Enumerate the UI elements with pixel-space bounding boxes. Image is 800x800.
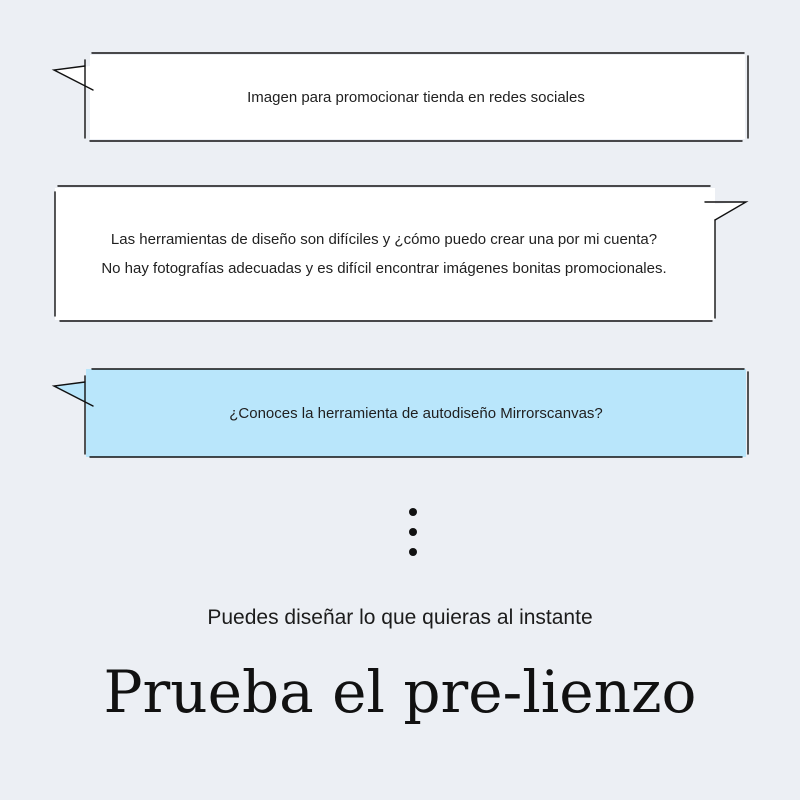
ellipsis-dot bbox=[409, 508, 417, 516]
bubble-line: Imagen para promocionar tienda en redes sociales bbox=[247, 89, 585, 106]
speech-bubble-text bbox=[88, 50, 744, 145]
speech-bubble-design-difficulty bbox=[52, 184, 750, 324]
speech-bubble-store-promo bbox=[52, 50, 750, 145]
ellipsis-dot bbox=[409, 528, 417, 536]
bubble-line: ¿Conoces la herramienta de autodiseño Mirrorscanvas? bbox=[229, 405, 603, 422]
subtitle: Puedes diseñar lo que quieras al instante bbox=[207, 606, 593, 629]
speech-bubble-text bbox=[56, 184, 712, 324]
ellipsis-dot bbox=[409, 548, 417, 556]
bubble-line: Las herramientas de diseño son difíciles y ¿cómo puedo crear una por mi cuenta? bbox=[110, 231, 658, 248]
headline: Prueba el pre-lienzo bbox=[103, 658, 697, 726]
vertical-ellipsis-icon bbox=[407, 508, 419, 560]
speech-bubble-text bbox=[88, 366, 744, 461]
bubble-line: No hay fotografías adecuadas y es difícil encontrar imágenes bonitas promocionales. bbox=[101, 260, 667, 277]
speech-bubble-mirrorscanvas-question bbox=[52, 366, 750, 461]
